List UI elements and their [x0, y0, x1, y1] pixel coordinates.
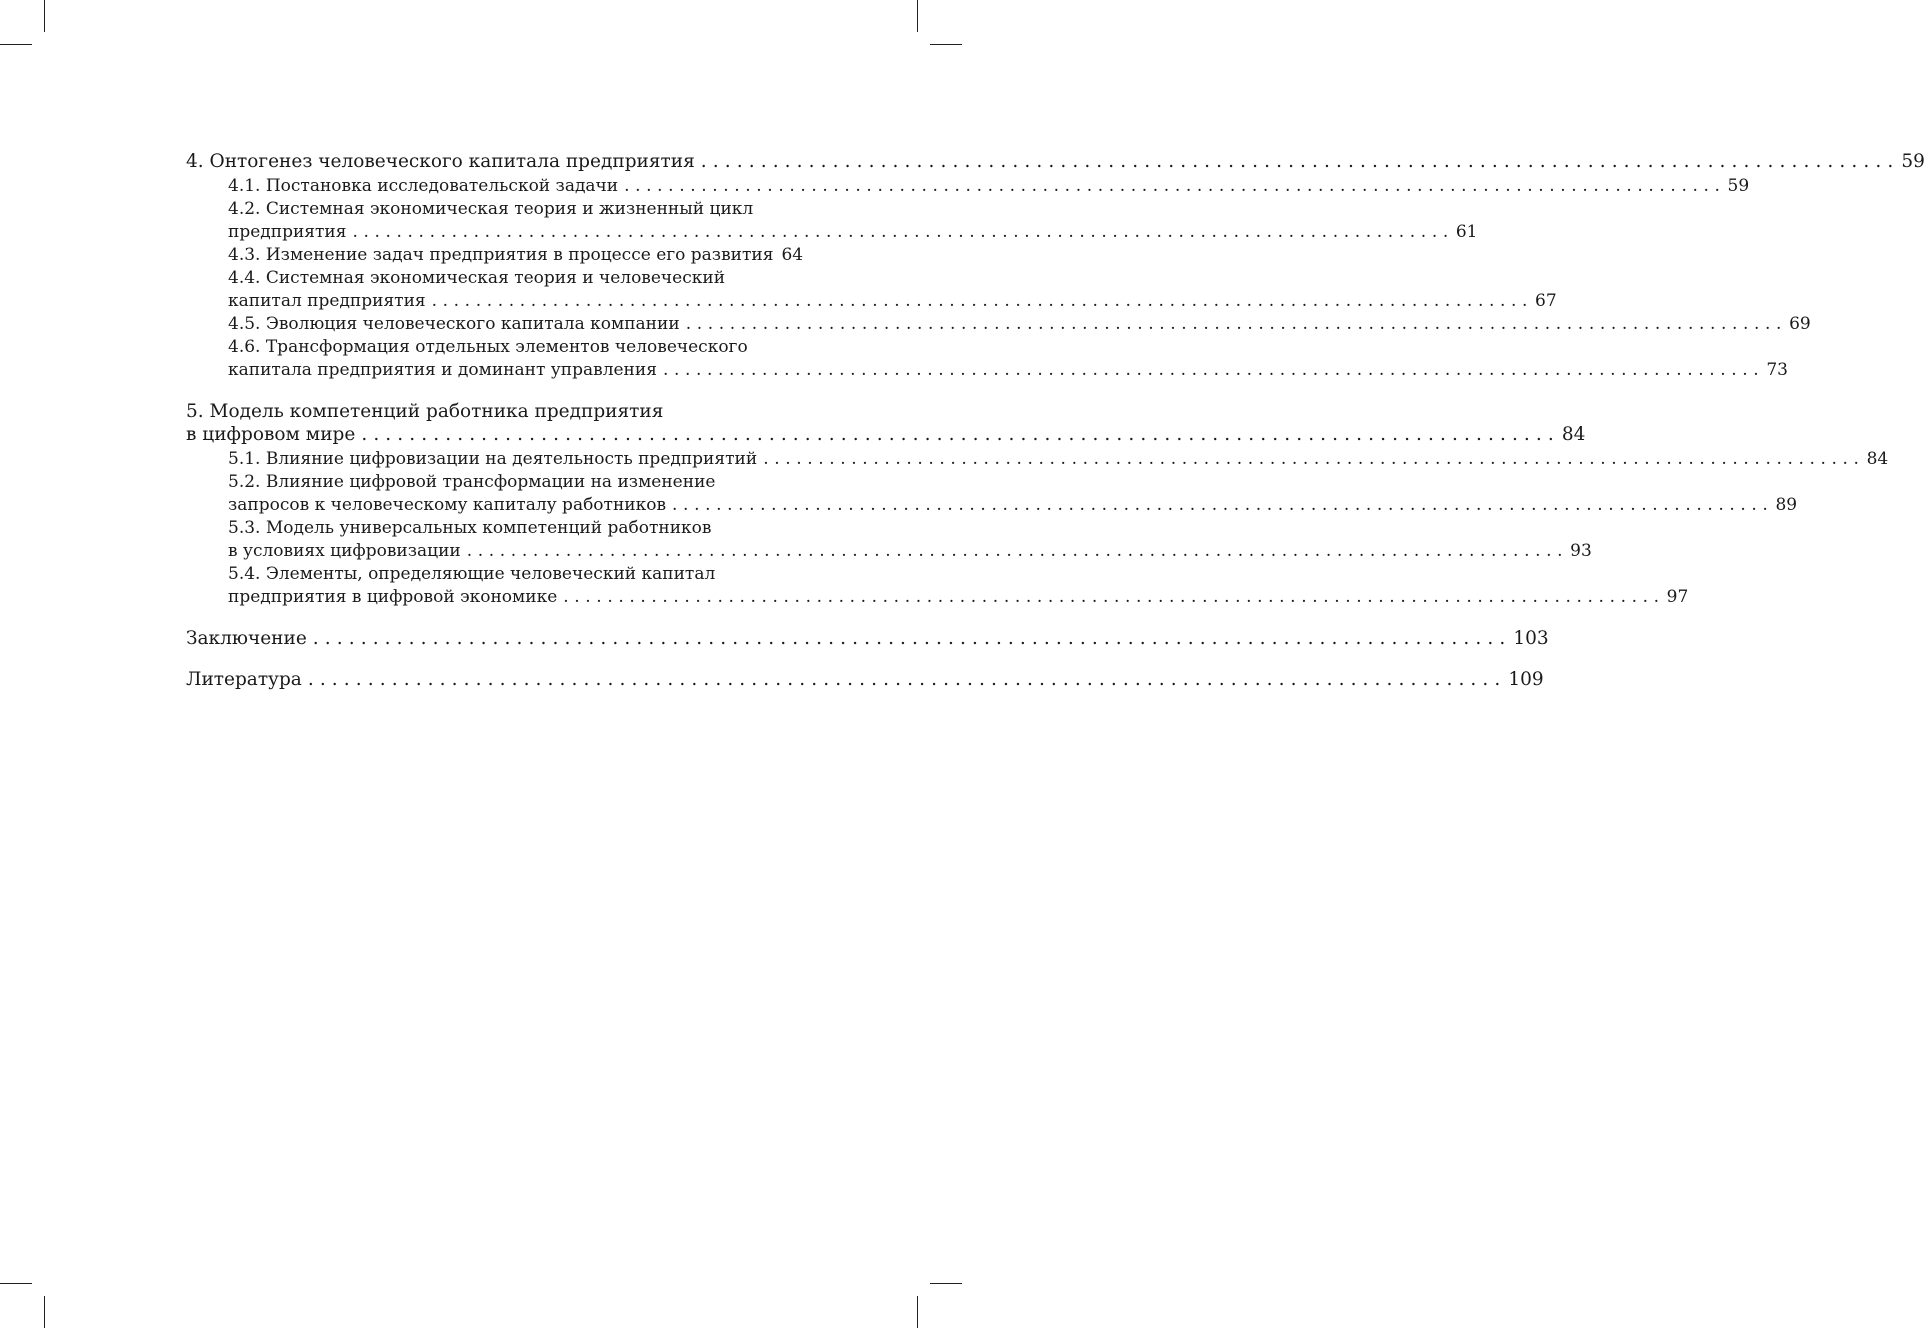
- toc-entry-title-line: 4.6. Трансформация отдельных элементов человеческого: [228, 337, 748, 357]
- toc-entry-5-3[interactable]: [228, 517, 1592, 563]
- toc-entry-4-5[interactable]: [228, 313, 1811, 336]
- toc-entry-4-4[interactable]: [228, 267, 1557, 313]
- crop-mark: [917, 1296, 918, 1328]
- crop-mark: [930, 1283, 962, 1284]
- toc-entry-title-line: 5.3. Модель универсальных компетенций работников: [228, 518, 712, 538]
- leader-dots: ....................................................................................................: [700, 151, 1900, 172]
- leader-dots: ....................................................................................................: [563, 587, 1665, 607]
- toc-entry-title-line: 4.2. Системная экономическая теория и жизненный цикл: [228, 199, 754, 219]
- toc-entry-literature[interactable]: [186, 668, 1544, 691]
- toc-entry-title-line: в цифровом мире: [186, 424, 356, 445]
- leader-dots: ....................................................................................................: [307, 669, 1507, 690]
- leader-dots: ....................................................................................................: [662, 360, 1765, 380]
- toc-page-number: 97: [1666, 587, 1689, 607]
- toc-entry-title-line: 5.2. Влияние цифровой трансформации на изменение: [228, 472, 716, 492]
- toc-entry-title: 4. Онтогенез человеческого капитала предприятия: [186, 151, 695, 172]
- toc-entry-conclusion[interactable]: [186, 627, 1549, 650]
- toc-entry-4-3[interactable]: [228, 244, 804, 267]
- toc-entry-title-line: предприятия в цифровой экономике: [228, 587, 558, 607]
- toc-entry-title-line: 5.4. Элементы, определяющие человеческий капитал: [228, 564, 716, 584]
- leader-dots: ....................................................................................................: [624, 176, 1726, 196]
- toc-entry-4-1[interactable]: [228, 175, 1750, 198]
- toc-page-number: 84: [1561, 424, 1586, 445]
- toc-entry-4-2[interactable]: [228, 198, 1478, 244]
- crop-mark: [44, 1296, 45, 1328]
- toc-entry-title: Литература: [186, 669, 302, 690]
- crop-mark: [917, 0, 918, 32]
- toc-entry-title-line: 5. Модель компетенций работника предприятия: [186, 401, 664, 422]
- toc-entry-title-line: капитала предприятия и доминант управления: [228, 360, 657, 380]
- toc-entry-title: Заключение: [186, 628, 307, 649]
- table-of-contents: [186, 150, 1925, 691]
- toc-entry-title-line: предприятия: [228, 222, 347, 242]
- toc-page-number: 109: [1508, 669, 1544, 690]
- crop-mark: [44, 0, 45, 32]
- leader-dots: ....................................................................................................: [431, 291, 1534, 311]
- leader-dots: ....................................................................................................: [312, 628, 1512, 649]
- leader-dots: ....................................................................................................: [672, 495, 1774, 515]
- leader-dots: ....................................................................................................: [763, 449, 1865, 469]
- toc-page-number: 93: [1570, 541, 1592, 561]
- toc-entry-5-4[interactable]: [228, 563, 1689, 609]
- leader-dots: ....................................................................................................: [466, 541, 1569, 561]
- toc-entry-chapter-4[interactable]: [186, 150, 1925, 173]
- toc-page-number: 69: [1789, 314, 1811, 334]
- toc-page-number: 61: [1455, 222, 1478, 242]
- toc-entry-4-6[interactable]: [228, 336, 1788, 382]
- crop-mark: [0, 44, 32, 45]
- toc-page-number: 59: [1901, 151, 1925, 172]
- toc-entry-5-2[interactable]: [228, 471, 1798, 517]
- toc-page-number: 59: [1727, 176, 1750, 196]
- toc-entry-chapter-5[interactable]: [186, 400, 1586, 446]
- toc-page-number: 103: [1513, 628, 1549, 649]
- crop-mark: [930, 44, 962, 45]
- toc-page-number: 73: [1766, 360, 1788, 380]
- toc-entry-title: 4.1. Постановка исследовательской задачи: [228, 176, 619, 196]
- toc-page-number: 67: [1535, 291, 1557, 311]
- toc-entry-title-line: запросов к человеческому капиталу работников: [228, 495, 667, 515]
- toc-entry-title-line: 4.4. Системная экономическая теория и человеческий: [228, 268, 726, 288]
- leader-dots: ....................................................................................................: [352, 222, 1454, 242]
- toc-entry-title: 4.5. Эволюция человеческого капитала компании: [228, 314, 680, 334]
- toc-entry-5-1[interactable]: [228, 448, 1889, 471]
- toc-page-number: 64: [781, 245, 804, 265]
- toc-page-number: 89: [1775, 495, 1798, 515]
- toc-entry-title: 4.3. Изменение задач предприятия в процессе его развития: [228, 245, 774, 265]
- toc-page-number: 84: [1866, 449, 1889, 469]
- leader-dots: ....................................................................................................: [685, 314, 1788, 334]
- toc-entry-title: 5.1. Влияние цифровизации на деятельность предприятий: [228, 449, 758, 469]
- toc-entry-title-line: в условиях цифровизации: [228, 541, 461, 561]
- leader-dots: ....................................................................................................: [361, 424, 1560, 445]
- crop-mark: [0, 1283, 32, 1284]
- toc-entry-title-line: капитал предприятия: [228, 291, 426, 311]
